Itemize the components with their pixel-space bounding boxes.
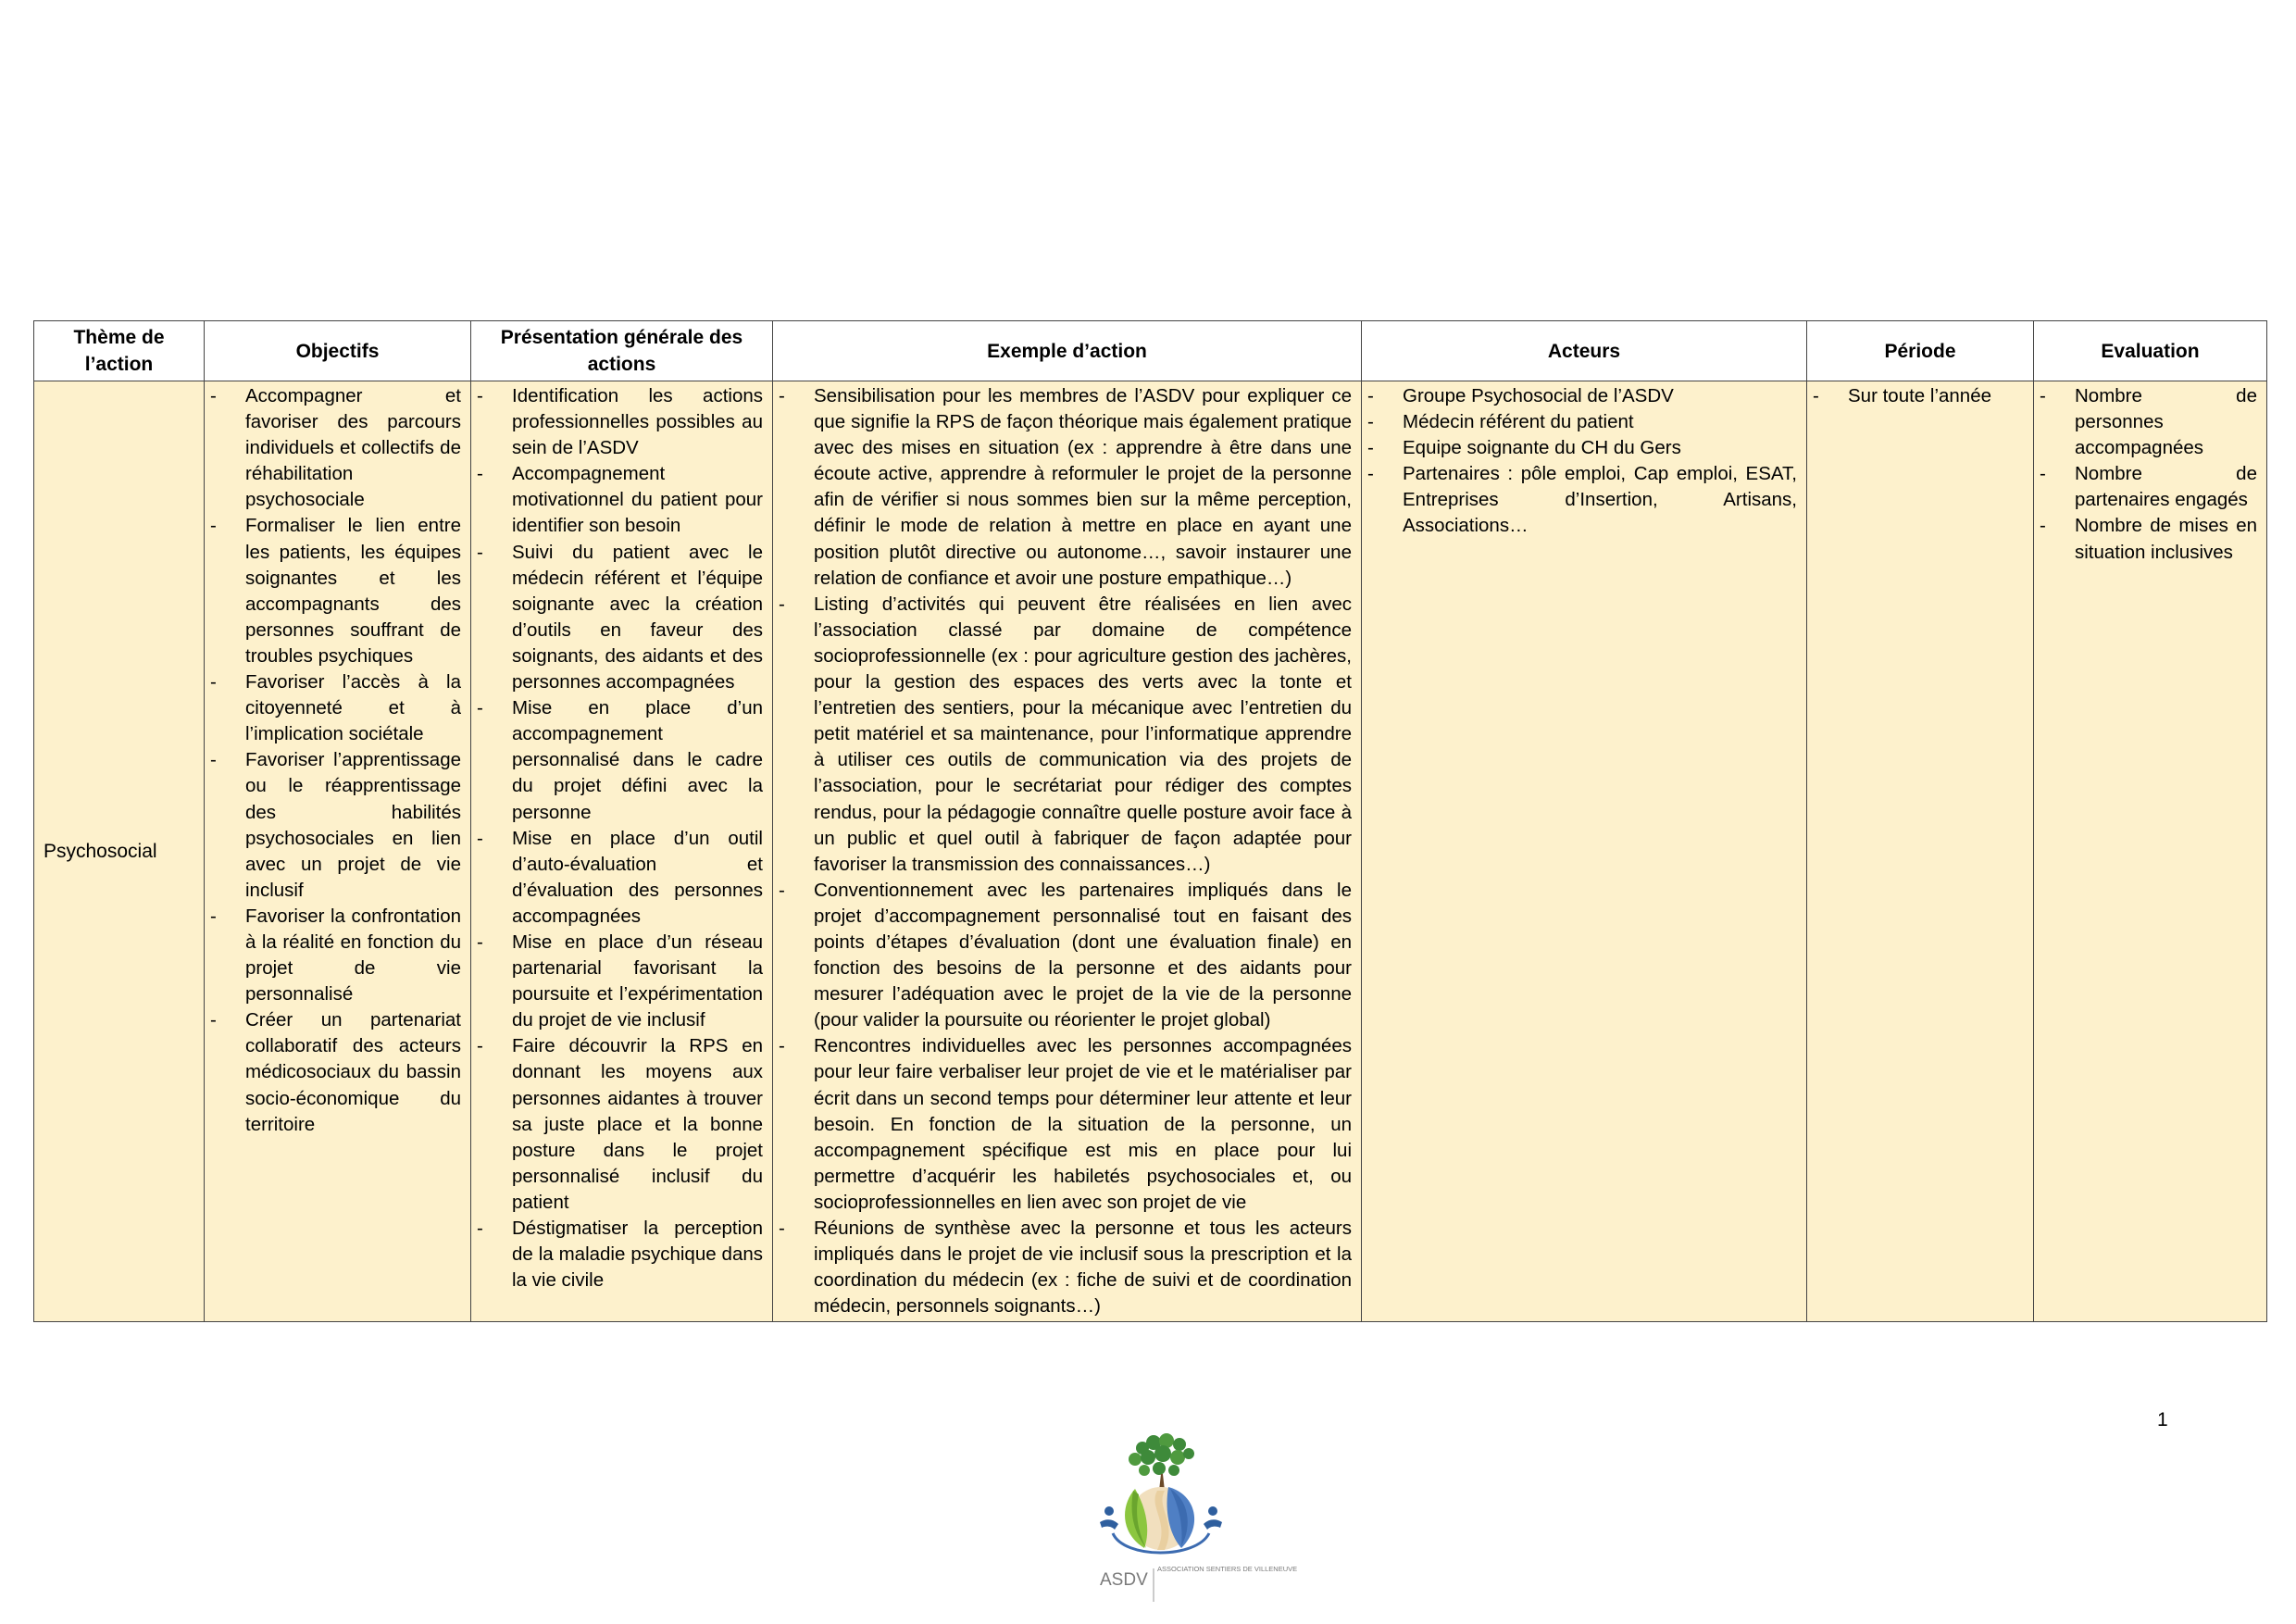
list-item: - Faire découvrir la RPS en donnant les moyens aux personnes aidantes à trouver sa juste place et la bonne posture dans le projet personnalisé inclusif du patient bbox=[475, 1033, 763, 1216]
list-item: - Favoriser l’accès à la citoyenneté et à l’implication sociétale bbox=[208, 669, 461, 747]
list-item: - Identification les actions professionnelles possibles au sein de l’ASDV bbox=[475, 383, 763, 461]
list-item: - Listing d’activités qui peuvent être réalisées en lien avec l’association classé par domaine de compétence socioprofessionnelle (ex : pour agriculture gestion des jachères, pour la gestion des espaces des verts avec la tonte et l’entretien des sentiers, pour la mécanique avec l’entretien du petit matériel et sa maintenance, pour l’informatique apprendre à utiliser ces outils de communication via des projets de l’association, pour le secrétariat pour rédiger des comptes rendus, pour la pédagogie connaître quelle posture avoir face à un public et quel outil à fabriquer de façon adaptée pour favoriser la transmission des connaissances…) bbox=[777, 592, 1352, 878]
list-item: - Favoriser la confrontation à la réalité en fonction du projet de vie personnalisé bbox=[208, 904, 461, 1007]
list-item: - Créer un partenariat collaboratif des acteurs médicosociaux du bassin socio-économique du territoire bbox=[208, 1007, 461, 1137]
header-objectifs: Objectifs bbox=[205, 321, 471, 381]
list-item: - Accompagnement motivationnel du patient pour identifier son besoin bbox=[475, 461, 763, 539]
list-item: - Favoriser l’apprentissage ou le réapprentissage des habilités psychosociales en lien avec un projet de vie inclusif bbox=[208, 747, 461, 904]
cell-objectifs bbox=[205, 381, 471, 1322]
objectifs-list bbox=[208, 383, 461, 1138]
list-item: - Nombre de mises en situation inclusives bbox=[2038, 513, 2257, 565]
logo-tagline: ASSOCIATION SENTIERS DE VILLENEUVE bbox=[1157, 1565, 1298, 1573]
list-item: - Formaliser le lien entre les patients, les équipes soignantes et les accompagnants des personnes souffrant de troubles psychiques bbox=[208, 513, 461, 669]
cell-presentation bbox=[471, 381, 773, 1322]
header-evaluation: Evaluation bbox=[2034, 321, 2267, 381]
list-item: - Accompagner et favoriser des parcours individuels et collectifs de réhabilitation psychosociale bbox=[208, 383, 461, 513]
cell-evaluation bbox=[2034, 381, 2267, 1322]
header-acteurs: Acteurs bbox=[1362, 321, 1807, 381]
header-theme: Thème de l’action bbox=[34, 321, 205, 381]
list-item: - Groupe Psychosocial de l’ASDV bbox=[1366, 383, 1797, 409]
list-item: - Sur toute l’année bbox=[1811, 383, 2024, 409]
cell-exemple bbox=[773, 381, 1362, 1322]
header-presentation: Présentation générale des actions bbox=[471, 321, 773, 381]
list-item: - Mise en place d’un accompagnement personnalisé dans le cadre du projet défini avec la personne bbox=[475, 695, 763, 825]
acteurs-list bbox=[1366, 383, 1797, 540]
cell-periode bbox=[1807, 381, 2034, 1322]
header-periode: Période bbox=[1807, 321, 2034, 381]
list-item: - Mise en place d’un réseau partenarial favorisant la poursuite et l’expérimentation du projet de vie inclusif bbox=[475, 930, 763, 1033]
cell-theme: Psychosocial bbox=[34, 381, 205, 1322]
exemple-list bbox=[777, 383, 1352, 1319]
list-item: - Médecin référent du patient bbox=[1366, 409, 1797, 435]
page-number: 1 bbox=[2157, 1409, 2168, 1430]
list-item: - Sensibilisation pour les membres de l’ASDV pour expliquer ce que signifie la RPS de façon théorique mais également pratique avec des mises en situation (ex : apprendre à être dans une écoute active, apprendre à reformuler le projet de la personne afin de vérifier si nous sommes bien sur la même perception, définir le mode de relation à mettre en place en ayant une position plutôt directive ou autonome…, savoir instaurer une relation de confiance et avoir une posture empathique…) bbox=[777, 383, 1352, 592]
list-item: - Réunions de synthèse avec la personne et tous les acteurs impliqués dans le projet de vie inclusif sous la prescription et la coordination du médecin (ex : fiche de suivi et de coordination médecin, personnels soignants…) bbox=[777, 1216, 1352, 1319]
asdv-logo bbox=[1092, 1433, 1298, 1605]
list-item: - Conventionnement avec les partenaires impliqués dans le projet d’accompagnement personnalisé tout en faisant des points d’étapes d’évaluation (dont une évaluation finale) en fonction des besoins de la personne et des aidants pour mesurer l’adéquation avec le projet de la vie de la personne (pour valider la poursuite ou réorienter le projet global) bbox=[777, 878, 1352, 1034]
list-item: - Rencontres individuelles avec les personnes accompagnées pour leur faire verbaliser leur projet de vie et le matérialiser par écrit dans un second temps pour déterminer leur attente et leur besoin. En fonction de la situation de la personne, un accompagnement spécifique est mis en place pour lui permettre d’acquérir les habiletés psychosociales et, ou socioprofessionnelles en lien avec son projet de vie bbox=[777, 1033, 1352, 1216]
logo-name: ASDV bbox=[1100, 1570, 1148, 1590]
presentation-list bbox=[475, 383, 763, 1293]
list-item: - Suivi du patient avec le médecin référent et l’équipe soignante avec la création d’outils en faveur des soignants, des aidants et des personnes accompagnées bbox=[475, 540, 763, 696]
list-item: - Mise en place d’un outil d’auto-évaluation et d’évaluation des personnes accompagnées bbox=[475, 826, 763, 930]
table-header-row bbox=[34, 321, 2267, 381]
list-item: - Equipe soignante du CH du Gers bbox=[1366, 435, 1797, 461]
list-item: - Partenaires : pôle emploi, Cap emploi, ESAT, Entreprises d’Insertion, Artisans, Associations… bbox=[1366, 461, 1797, 539]
table-row bbox=[34, 381, 2267, 1322]
list-item: - Nombre de personnes accompagnées bbox=[2038, 383, 2257, 461]
list-item: - Déstigmatiser la perception de la maladie psychique dans la vie civile bbox=[475, 1216, 763, 1293]
action-table bbox=[33, 320, 2267, 1322]
cell-acteurs bbox=[1362, 381, 1807, 1322]
list-item: - Nombre de partenaires engagés bbox=[2038, 461, 2257, 513]
asdv-logo-icon bbox=[1092, 1433, 1298, 1605]
periode-list bbox=[1811, 383, 2024, 409]
header-exemple: Exemple d’action bbox=[773, 321, 1362, 381]
evaluation-list bbox=[2038, 383, 2257, 566]
